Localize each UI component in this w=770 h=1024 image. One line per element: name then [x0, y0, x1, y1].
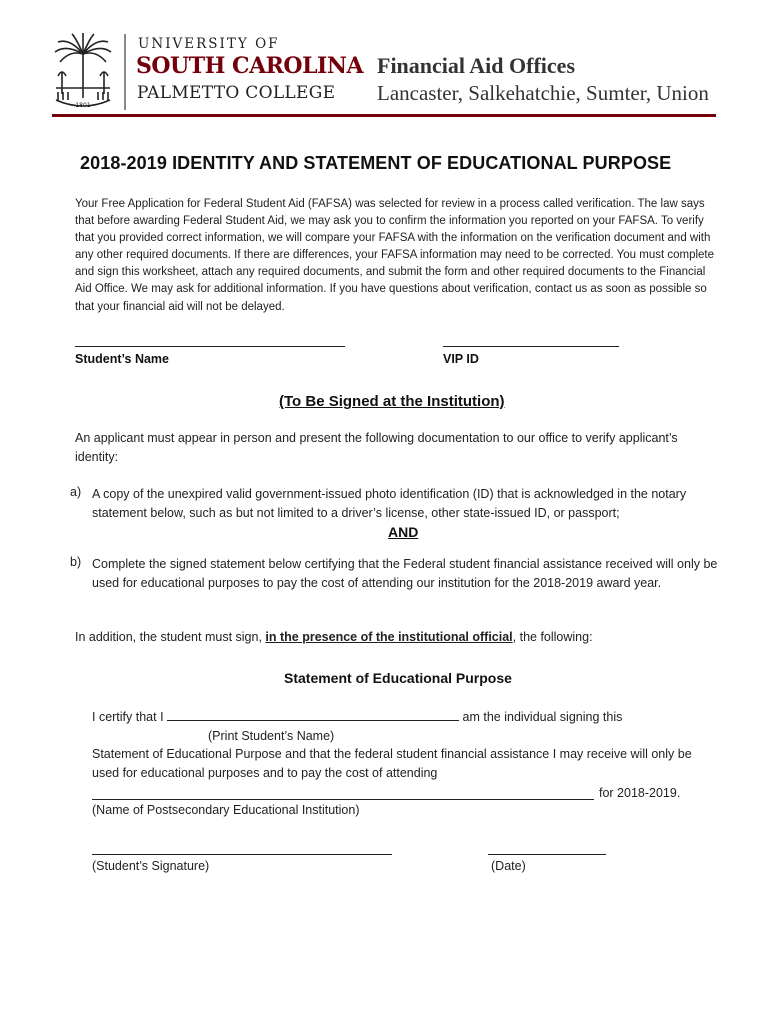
office-title: Financial Aid Offices [377, 53, 575, 78]
vip-id-label: VIP ID [443, 352, 479, 366]
vip-id-line[interactable] [443, 346, 619, 347]
item-a-text: A copy of the unexpired valid government-issued photo identification (ID) that is acknowledged in the notary statement below, such as but not limited to a driver’s license, other state-issued ID, or passport; [92, 487, 687, 520]
addition-prefix: In addition, the student must sign, [75, 630, 266, 644]
addition-paragraph [75, 628, 735, 647]
certify-line [92, 708, 622, 727]
institution-caption: (Name of Postsecondary Educational Institution) [92, 803, 360, 817]
header-rule [52, 114, 716, 117]
item-a-marker: a) [70, 485, 82, 499]
institution-name-line[interactable] [92, 799, 594, 800]
student-name-label: Student’s Name [75, 352, 170, 366]
seal-text: 1801 [75, 102, 91, 109]
addition-emphasis: in the presence of the institutional official [265, 630, 513, 644]
logo-divider [124, 34, 126, 110]
student-name-line[interactable] [75, 346, 345, 347]
print-name-blank[interactable] [167, 708, 459, 721]
document-title: 2018-2019 IDENTITY AND STATEMENT OF EDUCATIONAL PURPOSE [80, 153, 672, 173]
signature-line[interactable] [92, 854, 392, 855]
university-of-text: UNIVERSITY OF [138, 36, 280, 52]
item-b-text: Complete the signed statement below certifying that the Federal student financial assistance received will only be used for educational purposes to pay the cost of attending our institution for the 2018-2019 award year. [92, 557, 718, 590]
addition-suffix: , the following: [512, 630, 593, 644]
palmetto-college-text: PALMETTO COLLEGE [137, 83, 336, 103]
print-name-caption: (Print Student’s Name) [208, 729, 335, 743]
signature-caption: (Student’s Signature) [92, 859, 210, 873]
and-text: AND [388, 524, 419, 540]
institution-section-heading: (To Be Signed at the Institution) [279, 393, 505, 410]
office-locations: Lancaster, Salkehatchie, Sumter, Union [377, 81, 709, 105]
certify-suffix: am the individual signing this [462, 710, 623, 724]
year-suffix: for 2018-2019. [599, 786, 681, 800]
date-line[interactable] [488, 854, 606, 855]
date-caption: (Date) [491, 859, 526, 873]
south-carolina-text: SOUTH CAROLINA [136, 53, 364, 79]
statement-heading: Statement of Educational Purpose [284, 670, 512, 686]
palmetto-tree-seal-icon [52, 32, 114, 110]
intro-paragraph: Your Free Application for Federal Student Aid (FAFSA) was selected for review in a process called verification. The law says that before awarding Federal Student Aid, we may ask you to confirm the information you reported on your FAFSA. To verify that you provided correct information, we will compare your FAFSA with the information on the verification document and with any other required documents. If there are differences, your FAFSA information may need to be corrected. You must complete and sign this worksheet, attach any required documents, and submit the form and other required documents to the Financial Aid Office. We may ask for additional information. If you have questions about verification, contact us as soon as possible so that your financial aid will not be delayed. [75, 198, 715, 313]
statement-body: Statement of Educational Purpose and that the federal student financial assistance I may receive will only be used for educational purposes and to pay the cost of attending [92, 747, 692, 780]
applicant-instructions: An applicant must appear in person and present the following documentation to our office to verify applicant’s identity: [75, 431, 678, 464]
item-b-marker: b) [70, 555, 82, 569]
certify-prefix: I certify that I [92, 710, 164, 724]
